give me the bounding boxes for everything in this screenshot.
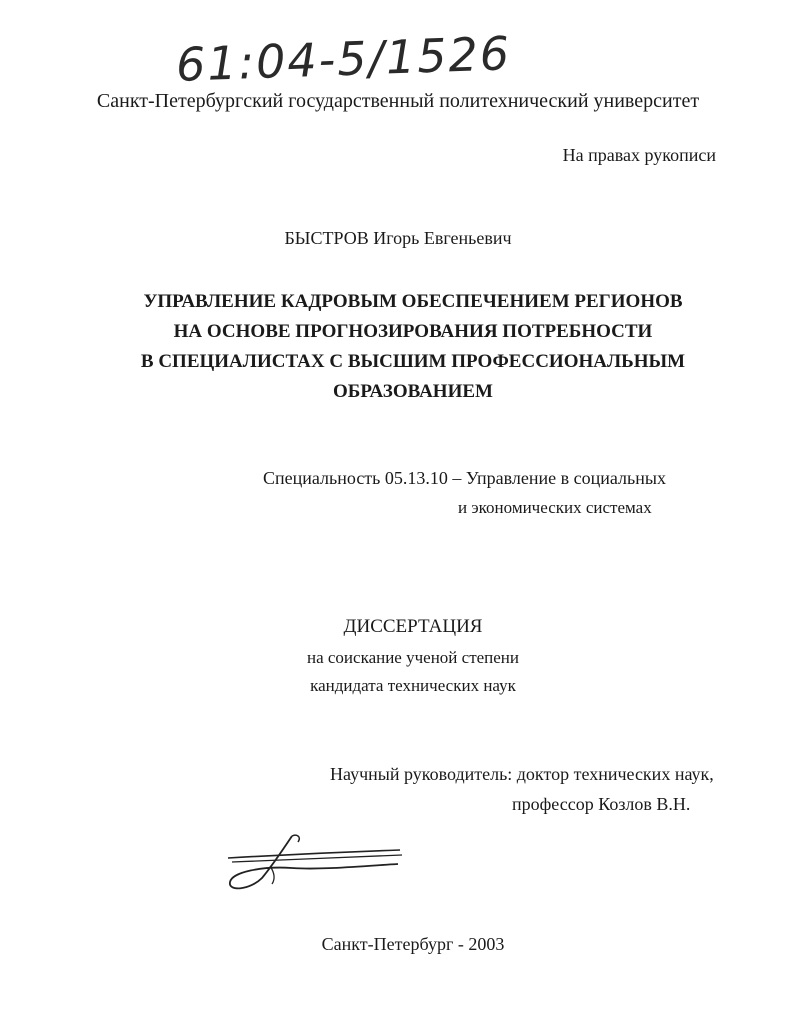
degree-line-1: на соискание ученой степени bbox=[306, 648, 520, 667]
manuscript-rights-note: На правах рукописи bbox=[562, 145, 716, 165]
specialty-line-2: и экономических системах bbox=[458, 498, 652, 517]
author-name: БЫСТРОВ Игорь Евгеньевич bbox=[284, 228, 512, 248]
document-type-heading: ДИССЕРТАЦИЯ bbox=[343, 616, 483, 637]
degree-line-2: кандидата технических наук bbox=[310, 676, 516, 695]
title-line: УПРАВЛЕНИЕ КАДРОВЫМ ОБЕСПЕЧЕНИЕМ РЕГИОНОВ bbox=[143, 291, 683, 312]
place-and-year: Санкт-Петербург - 2003 bbox=[321, 934, 505, 954]
university-name: Санкт-Петербургский государственный политехнический университет bbox=[96, 90, 700, 112]
handwritten-catalog-number: 61:04-5/1526 bbox=[175, 26, 512, 92]
title-line: В СПЕЦИАЛИСТАХ С ВЫСШИМ ПРОФЕССИОНАЛЬНЫМ bbox=[140, 351, 686, 372]
dissertation-title bbox=[0, 287, 796, 407]
specialty-line-1: Специальность 05.13.10 – Управление в социальных bbox=[263, 468, 666, 488]
title-line: НА ОСНОВЕ ПРОГНОЗИРОВАНИЯ ПОТРЕБНОСТИ bbox=[173, 321, 653, 342]
supervisor-line-1: Научный руководитель: доктор технических наук, bbox=[330, 764, 714, 784]
signature-scribble bbox=[222, 826, 412, 906]
supervisor-line-2: профессор Козлов В.Н. bbox=[512, 794, 691, 814]
title-line: ОБРАЗОВАНИЕМ bbox=[333, 381, 493, 402]
